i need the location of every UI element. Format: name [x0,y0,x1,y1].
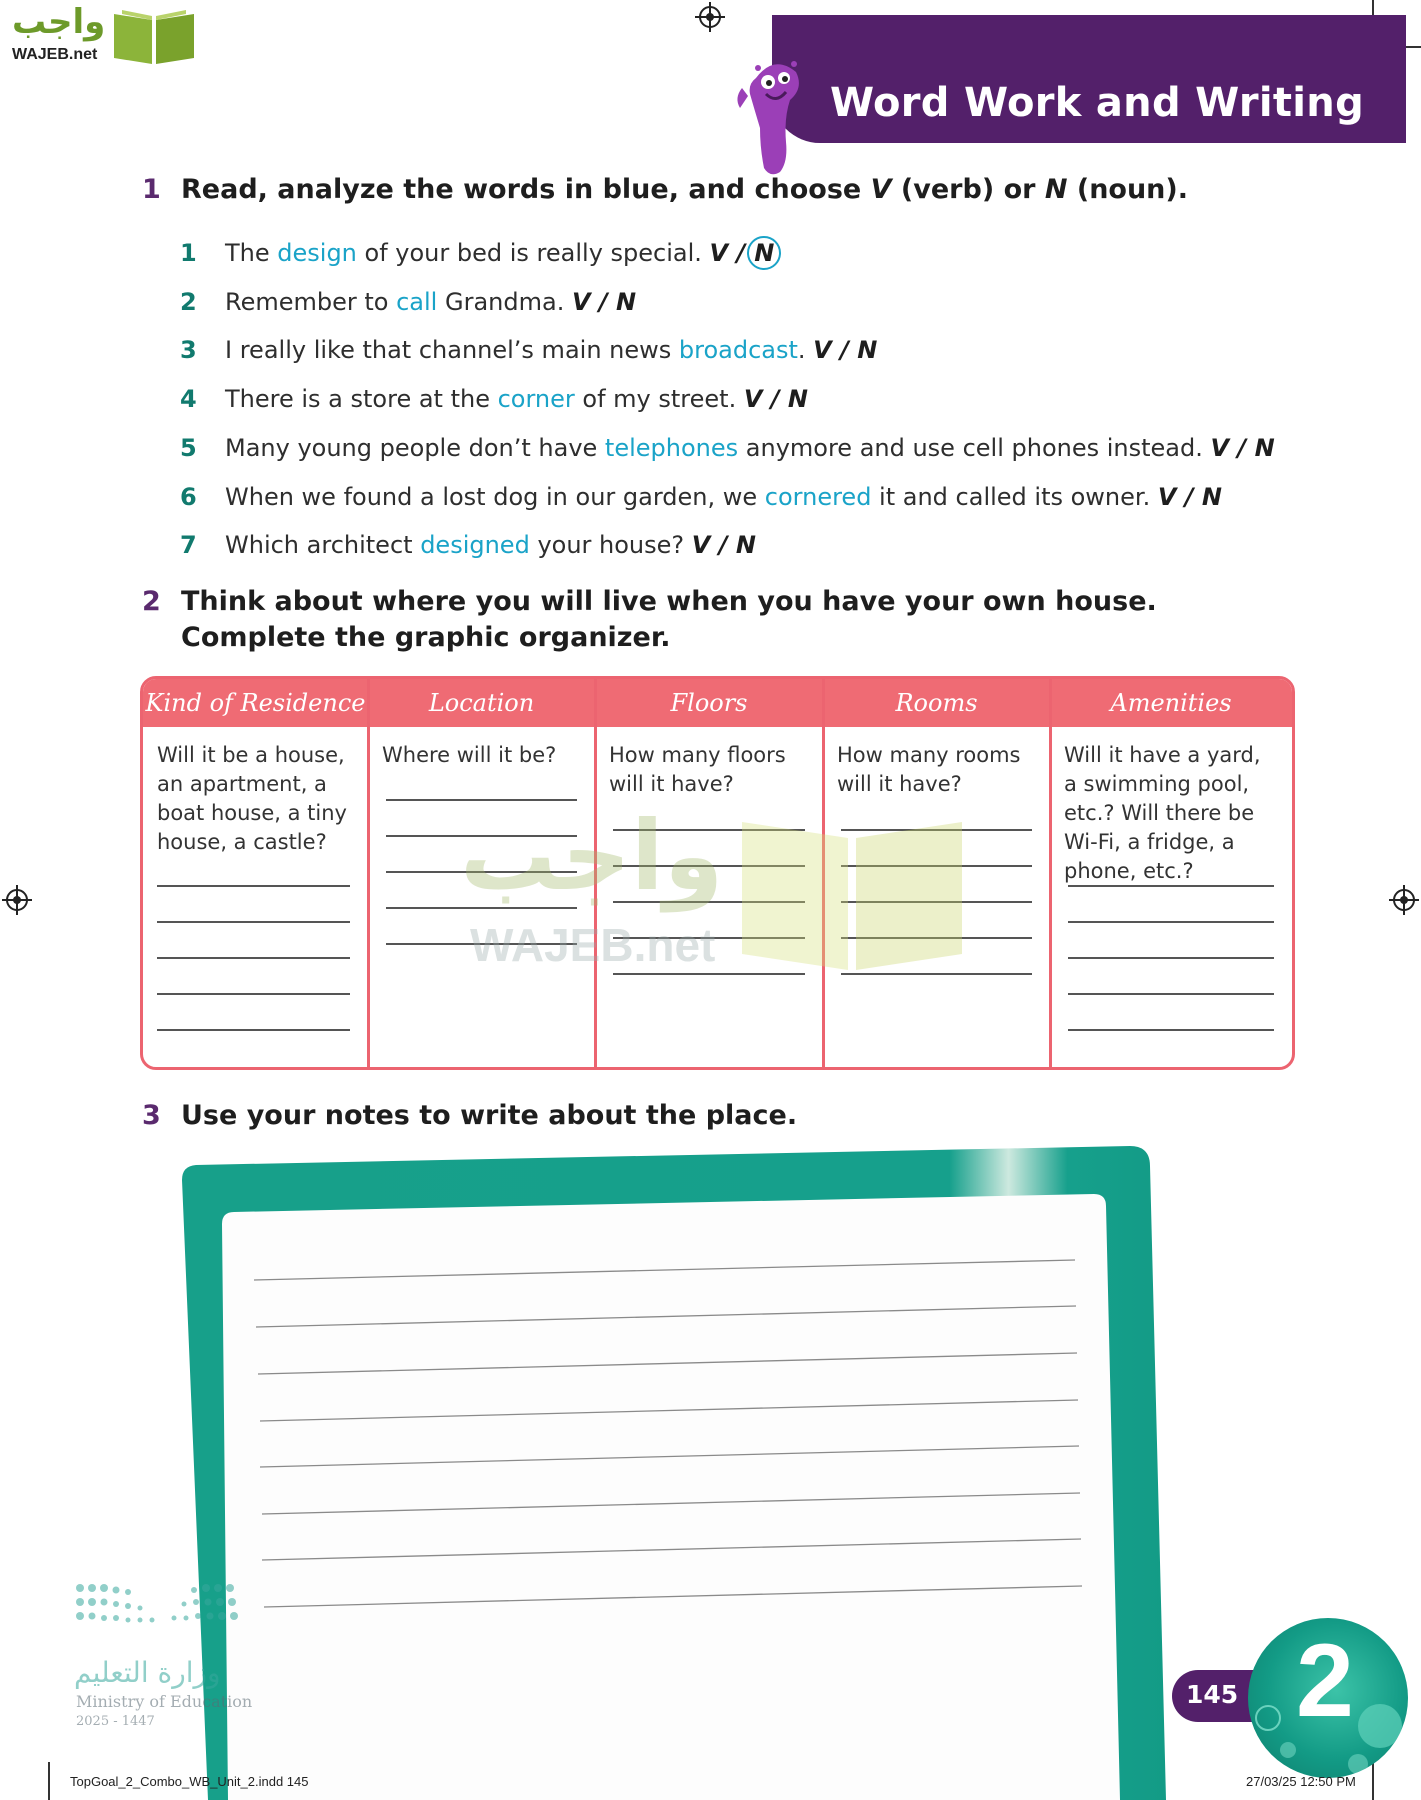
ministry-year: 2025 - 1447 [76,1714,155,1729]
slash: / [762,385,788,414]
item-text-after: of my street. [574,385,744,414]
column-title: Floors [670,689,748,717]
slash: / [728,239,746,267]
item-text-after: anymore and use cell phones instead. [738,433,1211,462]
verb-option[interactable]: V [1210,433,1230,462]
item-text-before: Which architect [225,531,421,560]
item-number: 6 [180,482,197,511]
item-number: 1 [180,239,197,267]
instruction-line-1: Think about where you will live when you have your own house. [181,586,1157,617]
column-question: Will it have a yard, a swimming pool, etc.? Will there be Wi-Fi, a fridge, a phone, etc.? [1064,743,1261,883]
page-title: Word Work and Writing [830,80,1365,126]
slash: / [1229,433,1255,462]
column-question: How many floors will it have? [609,743,786,796]
verb-option[interactable]: V [1157,482,1177,511]
exercise-number: 2 [142,586,161,617]
item-number: 4 [180,385,197,414]
item-text-before: There is a store at the [225,385,498,414]
ministry-dots-icon [74,1580,244,1640]
item-number: 5 [180,433,197,462]
exercise-number: 1 [142,174,161,205]
ministry-logo [74,1580,254,1730]
item-text-after: your house? [529,531,692,560]
column-title: Amenities [1110,689,1232,717]
item-number: 7 [180,531,197,560]
verb-option[interactable]: V [709,239,729,267]
item-text-after: of your bed is really special. [356,239,710,267]
instruction-line-2: Complete the graphic organizer. [181,622,671,653]
footer-file: TopGoal_2_Combo_WB_Unit_2.indd 145 [70,1774,309,1789]
verb-option[interactable]: V [691,531,711,560]
item-text-before: Many young people don’t have [225,433,605,462]
item-text-after: . [797,336,814,365]
verb-letter: V [870,174,892,205]
item-blue-word: telephones [604,433,739,462]
logo-arabic-text: واجب [12,2,106,42]
noun-label: (noun). [1067,174,1189,205]
noun-option[interactable]: N [747,236,781,270]
exercise-number: 3 [142,1100,161,1131]
item-text-before: The [225,239,278,267]
slash: / [831,336,858,365]
noun-option[interactable]: N [1201,482,1222,511]
instruction-text: Use your notes to write about the place. [181,1100,798,1131]
noun-option[interactable]: N [787,385,808,414]
item-blue-word: cornered [764,482,872,511]
item-text-before: I really like that channel’s main news [225,336,679,365]
item-number: 2 [180,287,197,316]
unit-number: 2 [1296,1623,1354,1739]
noun-option[interactable]: N [857,336,878,365]
noun-option[interactable]: N [616,287,637,316]
item-text-after: it and called its owner. [871,482,1158,511]
column-question: Will it be a house, an apartment, a boat house, a tiny house, a castle? [157,743,347,854]
writing-paper [222,1194,1120,1800]
watermark-arabic: واجب [460,800,724,912]
item-text-before: Remember to [225,287,397,316]
column-question: How many rooms will it have? [837,743,1021,796]
item-blue-word: designed [420,531,530,560]
verb-option[interactable]: V [813,336,832,365]
item-text-after: Grandma. [437,287,572,316]
noun-letter: N [1044,174,1068,205]
column-question: Where will it be? [382,743,557,767]
item-text-before: When we found a lost dog in our garden, we [225,482,765,511]
column-title: Rooms [895,689,978,717]
page-number: 145 [1186,1680,1239,1709]
ministry-english: Ministry of Education [76,1692,253,1711]
slash: / [710,531,736,560]
item-blue-word: broadcast [678,336,798,365]
noun-option[interactable]: N [735,531,756,560]
slash: / [1176,482,1202,511]
logo-english-text: WAJEB.net [12,46,98,63]
watermark-english: WAJEB.net [470,919,716,971]
verb-label: (verb) or [891,174,1045,205]
noun-option[interactable]: N [1254,433,1275,462]
column-title: Location [428,689,535,717]
ministry-arabic: وزارة التعليم [74,1656,221,1689]
item-blue-word: design [277,239,357,267]
verb-option[interactable]: V [571,287,591,316]
item-blue-word: corner [497,385,575,414]
footer-date: 27/03/25 12:50 PM [1246,1774,1356,1789]
verb-option[interactable]: V [743,385,763,414]
item-number: 3 [180,336,197,365]
column-title: Kind of Residence [145,689,366,717]
item-blue-word: call [396,287,438,316]
instruction-text: Read, analyze the words in blue, and choose [181,174,871,205]
slash: / [590,287,617,316]
